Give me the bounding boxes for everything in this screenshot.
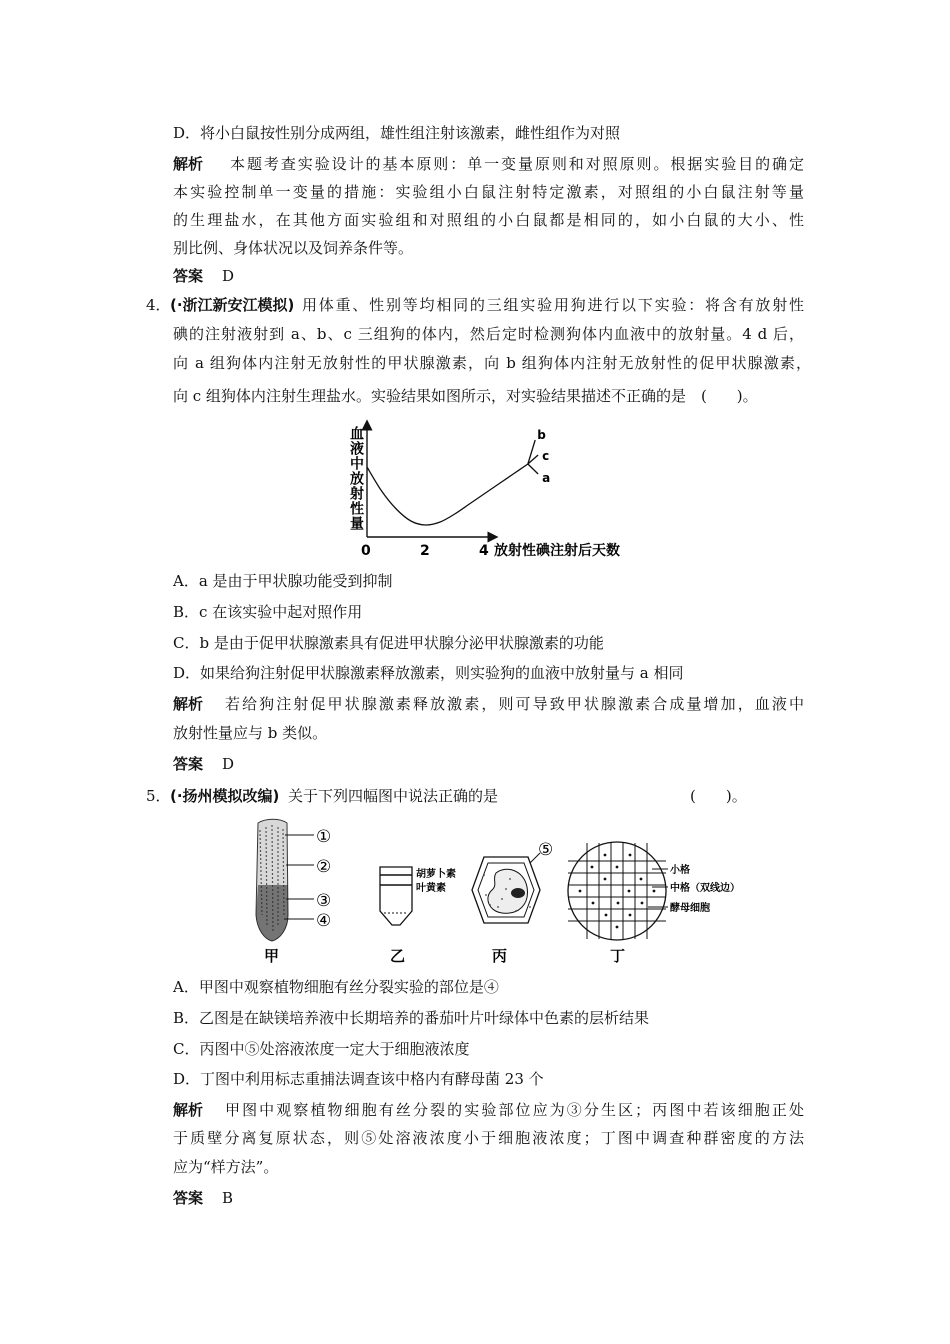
series-shared (367, 464, 528, 525)
ding-label-yeast: 酵母细胞 (670, 903, 710, 914)
q4-stem-line-2: 碘的注射液射到 a、b、c 三组狗的体内，然后定时检测狗体内血液中的放射量。4 d 后， (173, 325, 804, 343)
tick-label-0: 0 (361, 543, 371, 559)
marker-5: ⑤ (538, 840, 554, 860)
fig-yi (380, 867, 456, 965)
marker-1: ① (316, 827, 332, 847)
q5-analysis-line-1: 甲图中观察植物细胞有丝分裂的实验部位应为③分生区；丙图中若该细胞正处 (225, 1101, 804, 1119)
q3-analysis-line-3: 的生理盐水，在其他方面实验组和对照组的小白鼠都是相同的，如小白鼠的大小、性 (173, 211, 804, 229)
q4-answer-label: 答案 (173, 755, 204, 773)
q5-answer-label: 答案 (173, 1189, 204, 1207)
tick-label-4: 4 (479, 543, 489, 559)
q5-figure (240, 815, 800, 965)
band-label-carotene: 胡萝卜素 (416, 869, 456, 880)
q5-analysis-label: 解析 (173, 1101, 204, 1119)
y-axis-label: 血液中放射性量 (348, 426, 364, 531)
tick-label-2: 2 (420, 543, 430, 559)
series-a (528, 464, 538, 474)
q4-stem-line-3: 向 a 组狗体内注射无放射性的甲状腺激素，向 b 组狗体内注射无放射性的促甲状腺激素， (173, 354, 811, 372)
q3-answer: D (222, 267, 235, 285)
q3-option-d: D．将小白鼠按性别分成两组，雄性组注射该激素，雌性组作为对照 (173, 124, 621, 142)
q3-analysis-label: 解析 (173, 155, 204, 173)
x-axis-label: 放射性碘注射后天数 (494, 543, 620, 559)
marker-3: ③ (316, 891, 332, 911)
fig-jia (256, 819, 331, 965)
marker-4: ④ (316, 911, 332, 931)
ding-label-small-grid: 小格 (670, 865, 690, 876)
q5-bracket: ( )。 (690, 787, 747, 805)
q5-stem: 关于下列四幅图中说法正确的是 (288, 787, 499, 805)
fig-label-bing: 丙 (492, 947, 508, 965)
fig-ding (568, 842, 740, 965)
q5-analysis-line-3: 应为“样方法”。 (173, 1158, 279, 1176)
q5-option-d: D．丁图中利用标志重捕法调查该中格内有酵母菌 23 个 (173, 1070, 544, 1088)
q4-chart (338, 418, 648, 563)
q3-analysis-line-2: 本实验控制单一变量的措施：实验组小白鼠注射特定激素，对照组的小白鼠注射等量 (173, 183, 804, 201)
q5-answer: B (222, 1189, 234, 1207)
q3-answer-label: 答案 (173, 267, 204, 285)
q5-number: 5． (146, 787, 171, 805)
q4-stem-line-4: 向 c 组狗体内注射生理盐水。实验结果如图所示，对实验结果描述不正确的是 ( )。 (173, 387, 758, 405)
q5-option-b: B．乙图是在缺镁培养液中长期培养的番茄叶片叶绿体中色素的层析结果 (173, 1009, 650, 1027)
q4-option-b: B．c 在该实验中起对照作用 (173, 603, 363, 621)
label-b: b (537, 428, 546, 442)
band-label-xanthophyll: 叶黄素 (416, 883, 446, 894)
q4-option-d: D．如果给狗注射促甲状腺激素释放激素，则实验狗的血液中放射量与 a 相同 (173, 664, 684, 682)
q4-analysis-line-1: 若给狗注射促甲状腺激素释放激素，则可导致甲状腺激素合成量增加，血液中 (225, 695, 804, 713)
ding-label-medium-grid: 中格（双线边） (670, 883, 740, 894)
q4-analysis-line-2: 放射性量应与 b 类似。 (173, 724, 328, 742)
q3-analysis-line-4: 别比例、身体状况以及饲养条件等。 (173, 239, 414, 257)
label-a: a (542, 471, 551, 485)
q4-analysis-label: 解析 (173, 695, 204, 713)
q4-answer: D (222, 755, 235, 773)
label-c: c (542, 449, 550, 463)
q5-analysis-line-2: 于质壁分离复原状态，则⑤处溶液浓度小于细胞液浓度；丁图中调查种群密度的方法 (173, 1129, 804, 1147)
q4-option-a: A．a 是由于甲状腺功能受到抑制 (173, 572, 393, 590)
q5-source: (·扬州模拟改编) (170, 787, 280, 805)
fig-label-yi: 乙 (390, 947, 406, 965)
q5-option-c: C．丙图中⑤处溶液浓度一定大于细胞液浓度 (173, 1040, 470, 1058)
q3-analysis-line-1: 本题考查实验设计的基本原则：单一变量原则和对照原则。根据实验目的确定 (230, 155, 804, 173)
q4-option-c: C．b 是由于促甲状腺激素具有促进甲状腺分泌甲状腺激素的功能 (173, 634, 604, 652)
q4-source: (·浙江新安江模拟) (170, 296, 295, 314)
fig-bing (472, 840, 553, 965)
fig-label-jia: 甲 (264, 947, 280, 965)
marker-2: ② (316, 857, 332, 877)
fig-label-ding: 丁 (610, 947, 626, 965)
q5-option-a: A．甲图中观察植物细胞有丝分裂实验的部位是④ (173, 978, 499, 996)
q4-number: 4． (146, 296, 171, 314)
q4-stem-line-1: 用体重、性别等均相同的三组实验用狗进行以下实验：将含有放射性 (302, 296, 804, 314)
